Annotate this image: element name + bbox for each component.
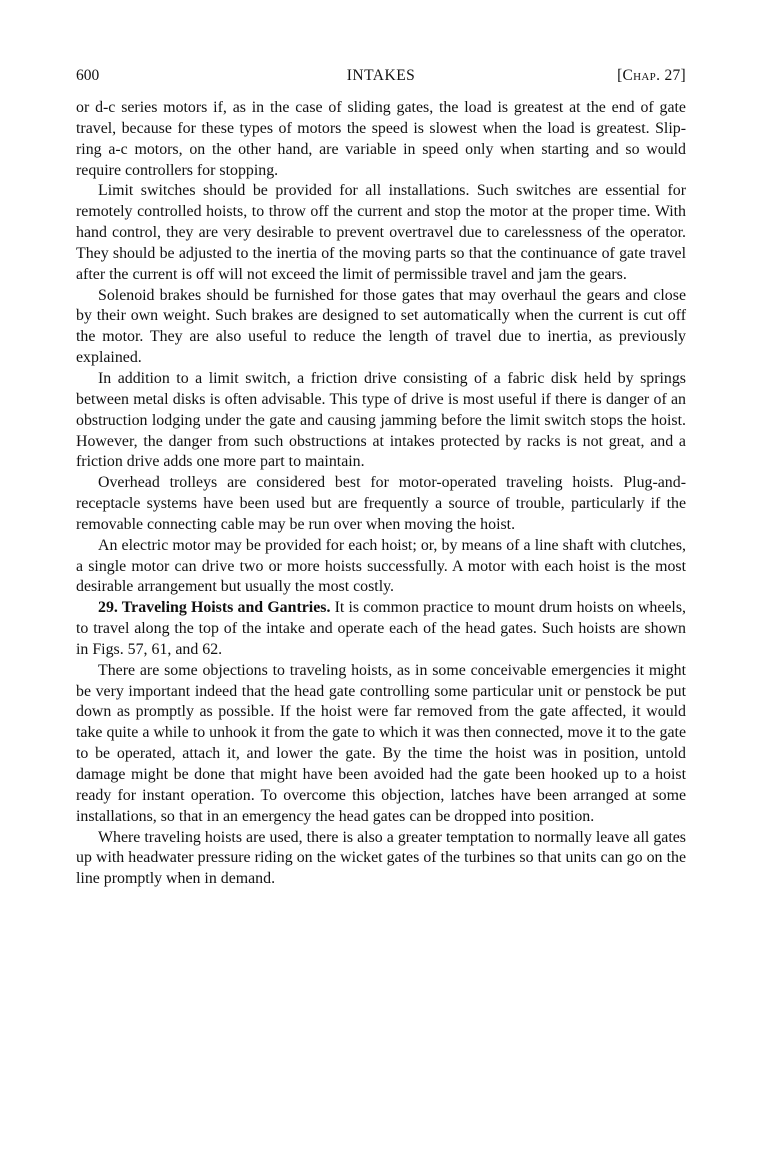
paragraph-section-29 (76, 598, 686, 661)
page-header (76, 66, 686, 88)
body-text (76, 98, 686, 890)
chapter-reference (576, 66, 686, 86)
chapter-number: 27] (664, 67, 686, 84)
paragraph-temptation: Where traveling hoists are used, there is also a greater temptation to normally leave all gates up with headwater pressure riding on the wicket gates of the turbines so that units can go on the line promptly when in demand. (76, 828, 686, 888)
paragraph-continued: or d-c series motors if, as in the case of sliding gates, the load is greatest at the end of gate travel, because for these types of motors the speed is slowest when the load is greatest. Slip-ring a-c motors, on the other hand, are variable in speed only when starting and so would require controllers for stopping. (76, 99, 686, 179)
section-heading: 29. Traveling Hoists and Gantries. (98, 599, 331, 617)
paragraph-solenoid-brakes: Solenoid brakes should be furnished for those gates that may overhaul the gears and close by their own weight. Such brakes are designed to set automatically when the current is cut off the motor. They are also useful to reduce the length of travel due to inertia, as previously explained. (76, 286, 686, 367)
chapter-bracket: [ (617, 67, 623, 84)
section-lead-text: It is common practice to mount drum hoists on wheels, to travel along the top of the intake and operate each of the head gates. Such hoists are shown in Figs. 57, 61, and 62. (76, 599, 687, 658)
running-head: INTAKES (346, 67, 416, 84)
paragraph-limit-switches: Limit switches should be provided for all installations. Such switches are essential for remotely controlled hoists, to throw off the current and stop the motor at the proper time. With hand control, they are very desirable to prevent overtravel due to carelessness of the operator. They should be adjusted to the inertia of the moving parts so that the continuance of gate travel after the current is off will not exceed the limit of permissible travel and jam the gears. (76, 182, 686, 283)
book-page (76, 66, 686, 890)
paragraph-overhead-trolleys: Overhead trolleys are considered best for motor-operated traveling hoists. Plug-and-receptacle systems have been used but are frequently a source of trouble, particularly if the removable connecting cable may be run over when moving the hoist. (76, 474, 686, 533)
page-number: 600 (76, 67, 100, 84)
chapter-label: Chap. (622, 67, 661, 84)
paragraph-friction-drive: In addition to a limit switch, a friction drive consisting of a fabric disk held by springs between metal disks is often advisable. This type of drive is most useful if there is danger of an obstruction lodging under the gate and causing jamming before the limit switch stops the hoist. However, the danger from such obstructions at intakes protected by racks is not great, and a friction drive adds one more part to maintain. (76, 369, 686, 471)
paragraph-objections: There are some objections to traveling hoists, as in some conceivable emergencies it might be very important indeed that the head gate controlling some particular unit or penstock be put down as promptly as possible. If the hoist were far removed from the gate affected, it would take quite a while to unhook it from the gate to which it was then connected, move it to the gate to be operated, attach it, and lower the gate. By the time the hoist was in position, untold damage might be done that might have been avoided had the gate been hooked up to a hoist ready for instant operation. To overcome this objection, latches have been arranged at some installations, so that in an emergency the head gates can be dropped into position. (76, 661, 686, 825)
paragraph-electric-motor: An electric motor may be provided for each hoist; or, by means of a line shaft with clutches, a single motor can drive two or more hoists successfully. A motor with each hoist is the most desirable arrangement but usually the most costly. (76, 536, 686, 596)
